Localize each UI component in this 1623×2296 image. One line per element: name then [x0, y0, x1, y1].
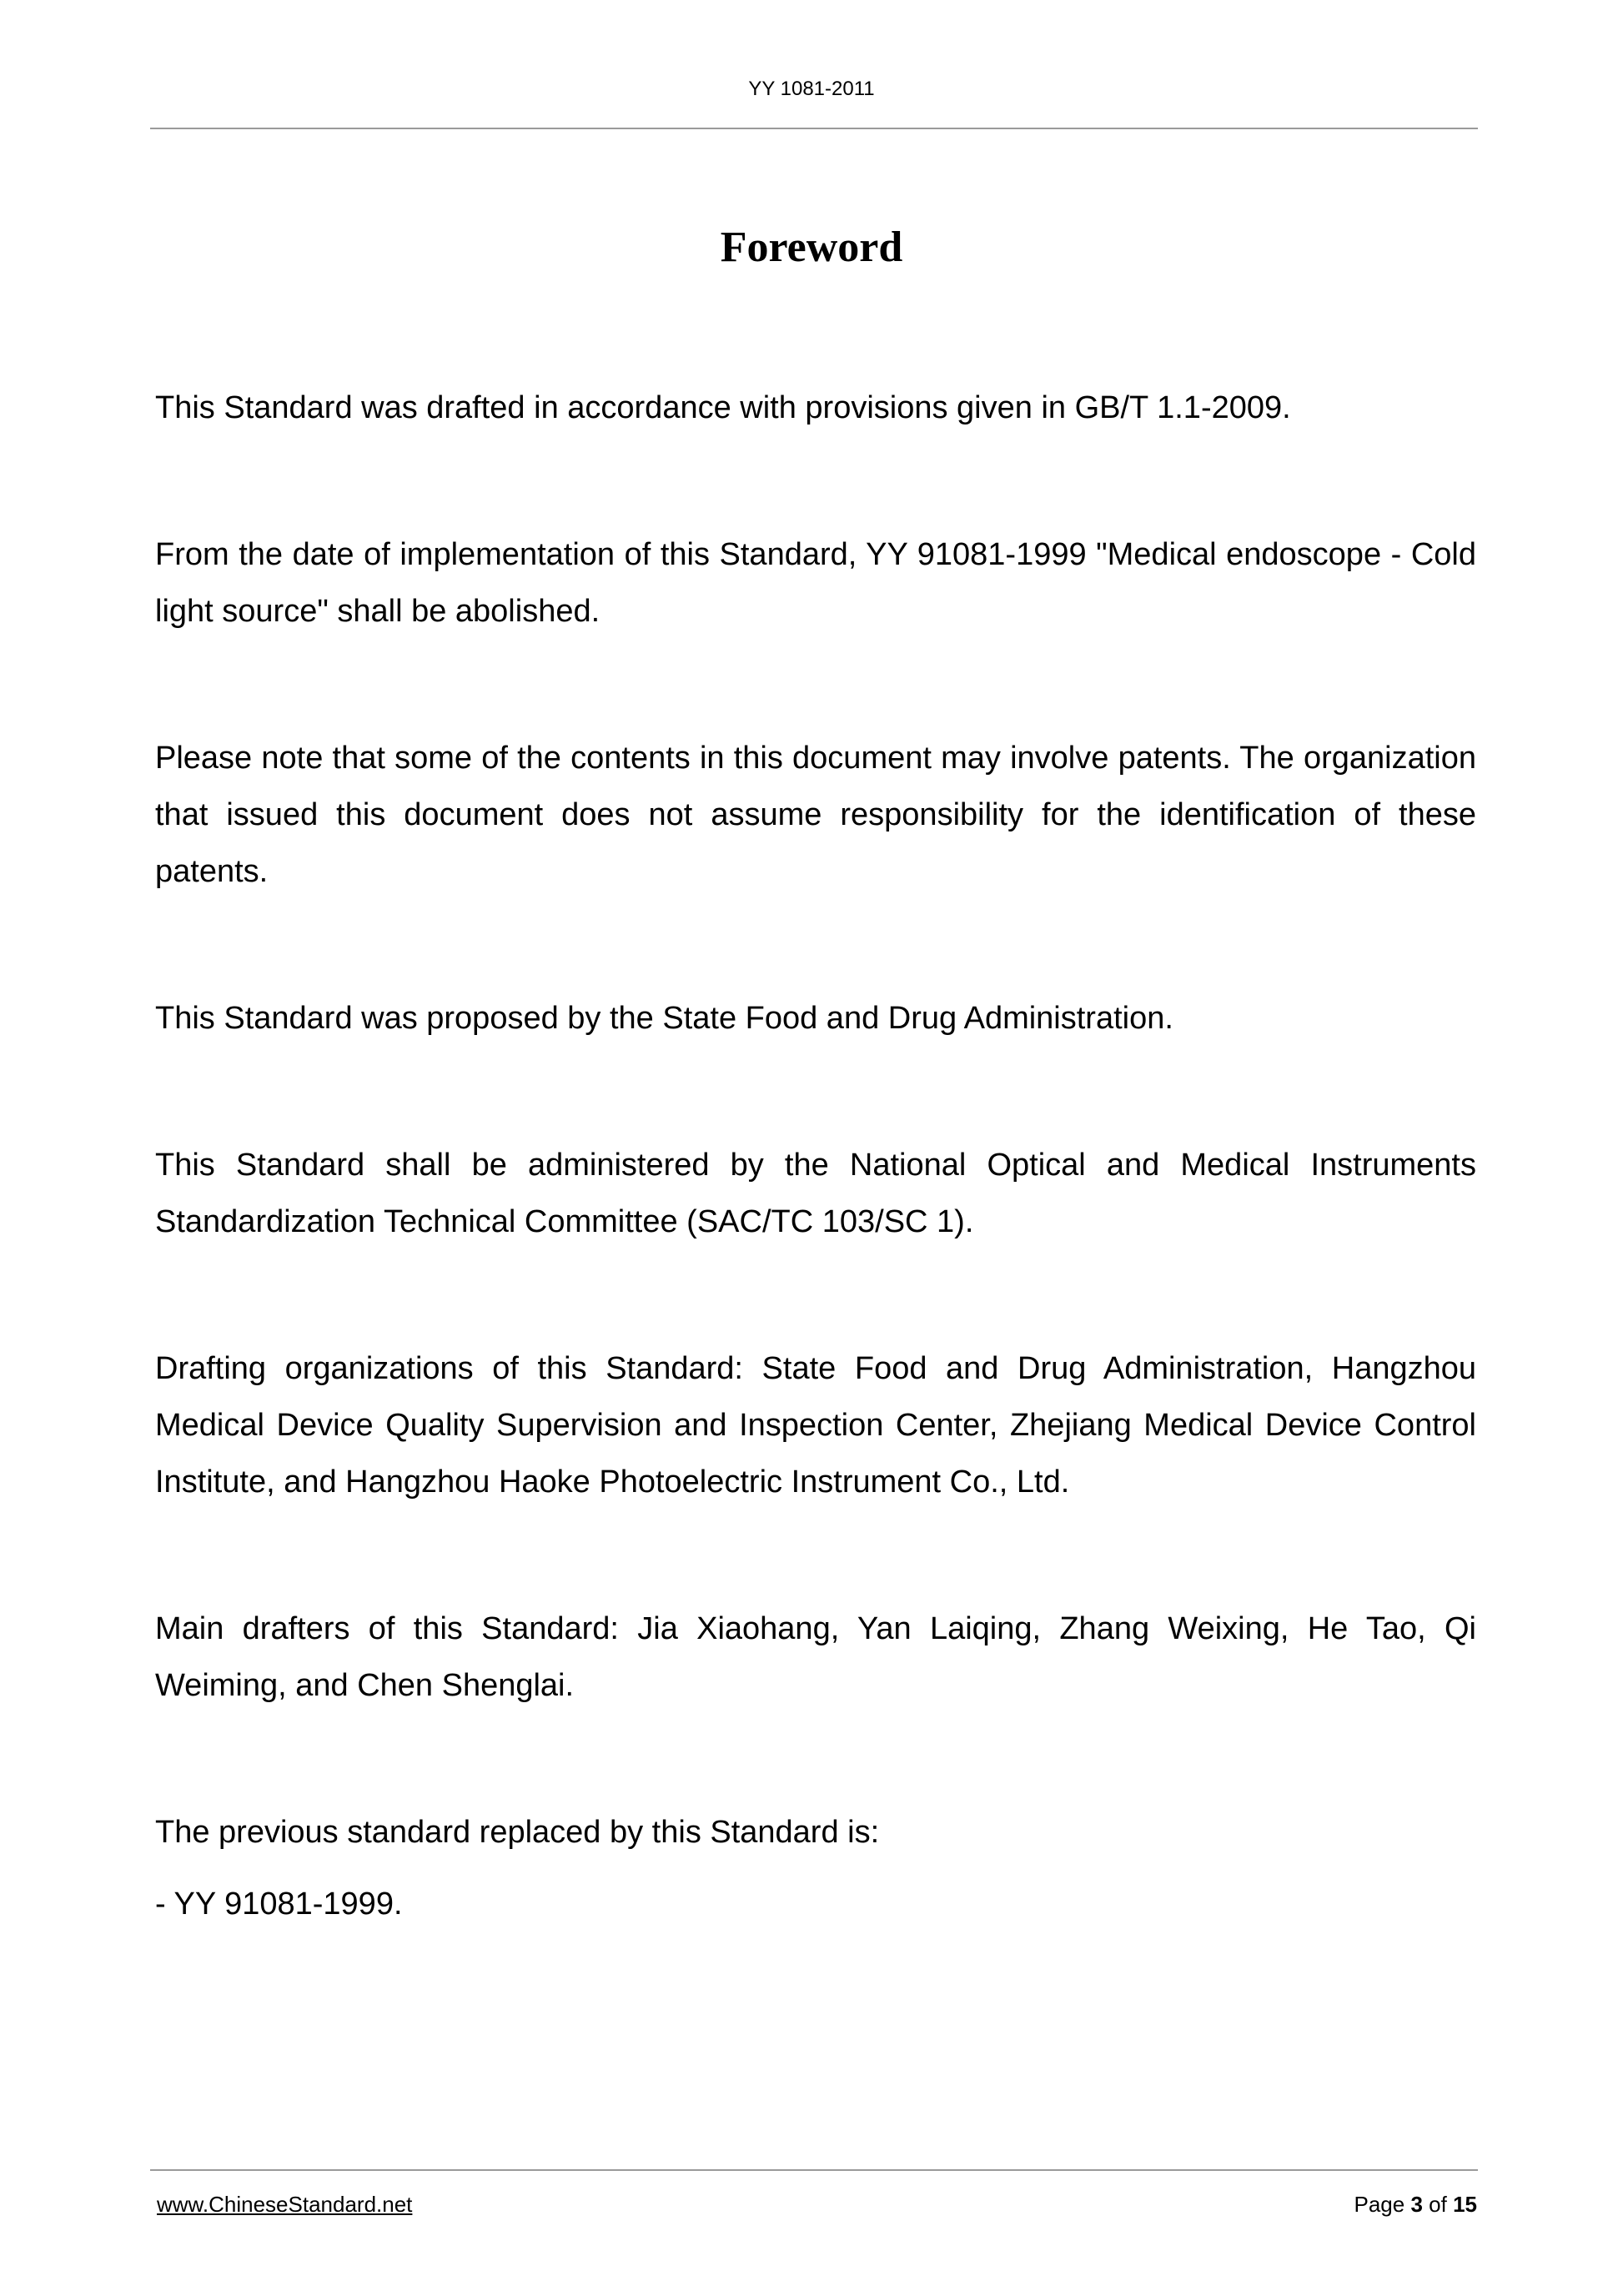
paragraph-drafting-organizations: Drafting organizations of this Standard: State Food and Drug Administration, Hangzhou Medical Device Quality Supervision and Inspection Center, Zhejiang Medical Device Control Institute, and Hangzhou Haoke Photoelectric Instrument Co., Ltd. — [155, 1351, 1476, 1500]
paragraph-previous-standard: The previous standard replaced by this Standard is: — [155, 1815, 880, 1850]
footer-website-link[interactable]: www.ChineseStandard.net — [157, 2192, 413, 2217]
paragraph-drafting-provisions: This Standard was drafted in accordance with provisions given in GB/T 1.1-2009. — [155, 390, 1291, 425]
page-current: 3 — [1410, 2192, 1423, 2217]
page-prefix: Page — [1354, 2192, 1405, 2217]
paragraph-abolished-standard: From the date of implementation of this Standard, YY 91081-1999 "Medical endoscope - Cold light source" shall be abolished. — [155, 537, 1476, 629]
footer-divider — [150, 2169, 1478, 2171]
page-of: of — [1429, 2192, 1447, 2217]
page-title: Foreword — [720, 224, 903, 271]
paragraph-replaced-standard-item: - YY 91081-1999. — [155, 1887, 403, 1922]
header-standard-code: YY 1081-2011 — [748, 78, 875, 100]
page-total: 15 — [1453, 2192, 1477, 2217]
paragraph-main-drafters: Main drafters of this Standard: Jia Xiaohang, Yan Laiqing, Zhang Weixing, He Tao, Qi Weiming, and Chen Shenglai. — [155, 1611, 1476, 1703]
header-divider — [150, 128, 1478, 129]
paragraph-patents-notice: Please note that some of the contents in this document may involve patents. The organization that issued this document does not assume responsibility for the identification of these patents. — [155, 741, 1476, 889]
paragraph-proposed-by: This Standard was proposed by the State Food and Drug Administration. — [155, 1001, 1173, 1036]
footer-page-number — [1354, 2191, 1477, 2218]
paragraph-administered-by: This Standard shall be administered by the National Optical and Medical Instruments Standardization Technical Committee (SAC/TC 103/SC 1). — [155, 1148, 1476, 1239]
